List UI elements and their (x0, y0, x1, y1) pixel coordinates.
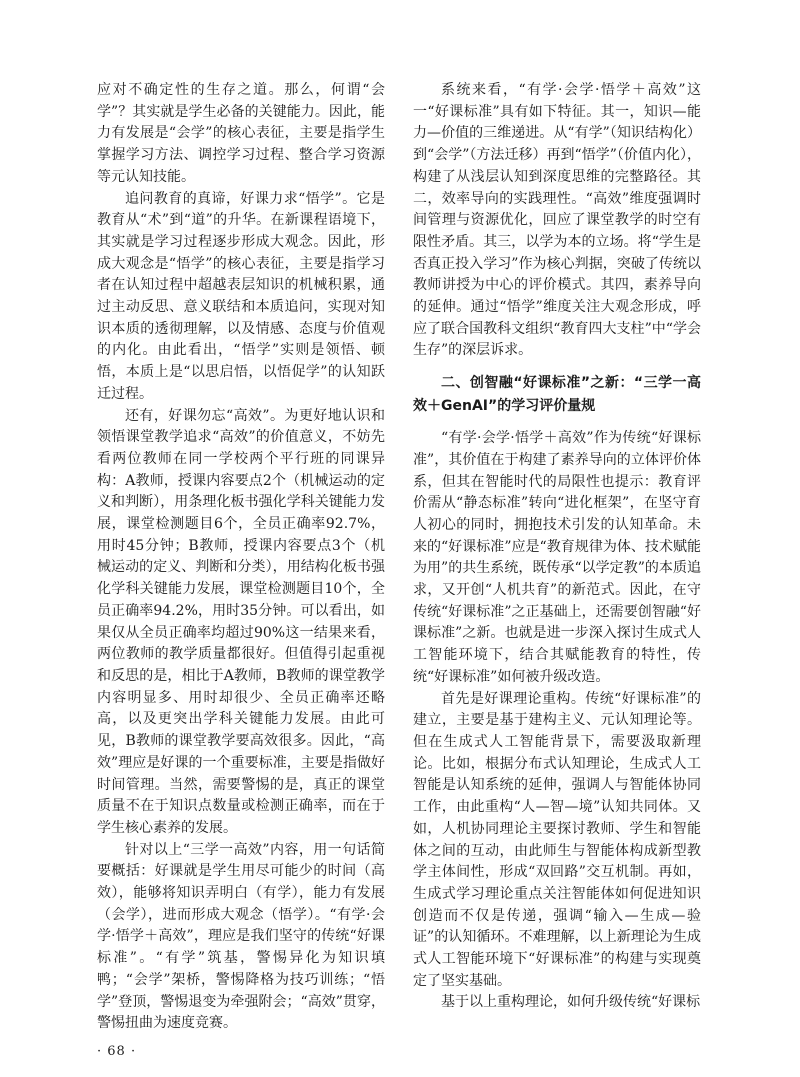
paragraph: 首先是好课理论重构。传统“好课标准”的建立，主要是基于建构主义、元认知理论等。但在生成式人工智能背景下，需要汲取新理论。比如，根据分布式认知理论，生成式人工智能是认知系统的延伸，强调人与智能体协同工作，由此重构“人—智—境”认知共同体。又如，人机协同理论主要探讨教师、学生和智能体之间的互动，由此师生与智能体构成新型教学主体间性，形成“双回路”交互机制。再如，生成式学习理论重点关注智能体如何促进知识创造而不仅是传递，强调“输入—生成—验证”的认知循环。不难理解，以上新理论为生成式人工智能环境下“好课标准”的构建与实现奠定了坚实基础。 (413, 690, 701, 989)
paragraph: “有学·会学·悟学＋高效”作为传统“好课标准”，其价值在于构建了素养导向的立体评价体系，但其在智能时代的局限性也提示：教育评价需从“静态标准”转向“进化框架”，在坚守育人初心的同时，拥抱技术引发的认知革命。未来的“好课标准”应是“教育规律为体、技术赋能为用”的共生系统，既传承“以学定教”的本质追求，又开创“人机共育”的新范式。因此，在守传统“好课标准”之正基础上，还需要创智融“好课标准”之新。也就是进一步深入探讨生成式人工智能环境下，结合其赋能教育的特性，传统“好课标准”如何被升级改造。 (413, 430, 701, 685)
paragraph: 还有，好课勿忘“高效”。为更好地认识和领悟课堂教学追求“高效”的价值意义，不妨先看两位教师在同一学校两个平行班的同课异构：A教师，授课内容要点2个（机械运动的定义和判断），用条理化板书强化学科关键能力发展，课堂检测题目6个，全员正确率92.7%，用时45分钟；B教师，授课内容要点3个（机械运动的定义、判断和分类），用结构化板书强化学科关键能力发展，课堂检测题目10个，全员正确率94.2%，用时35分钟。可以看出，如果仅从全员正确率均超过90%这一结果来看，两位教师的教学质量都很好。但值得引起重视和反思的是，相比于A教师，B教师的课堂教学内容明显多、用时却很少、全员正确率还略高，以及更突出学科关键能力发展。由此可见，B教师的课堂教学要高效很多。因此，“高效”理应是好课的一个重要标准，主要是指做好时间管理。当然，需要警惕的是，真正的课堂质量不在于知识点数量或检测正确率，而在于学生核心素养的发展。 (97, 407, 385, 836)
paragraph: 针对以上“三学一高效”内容，用一句话简要概括：好课就是学生用尽可能少的时间（高效），能够将知识弄明白（有学），能力有发展（会学），进而形成大观念（悟学）。“有学·会学·悟学＋高效”，理应是我们坚守的传统“好课标准”。“有学”筑基，警惕异化为知识填鸭；“会学”架桥，警惕降格为技巧训练；“悟学”登顶，警惕退变为牵强附会；“高效”贯穿，警惕扭曲为速度竞赛。 (97, 841, 385, 1032)
page-number: · 68 · (97, 1043, 137, 1059)
paragraph: 系统来看，“有学·会学·悟学＋高效”这一“好课标准”具有如下特征。其一，知识—能力—价值的三维递进。从“有学”（知识结构化）到“会学”（方法迁移）再到“悟学”（价值内化），构建了从浅层认知到深度思维的完整路径。其二，效率导向的实践理性。“高效”维度强调时间管理与资源优化，回应了课堂教学的时空有限性矛盾。其三，以学为本的立场。将“学生是否真正投入学习”作为核心判据，突破了传统以教师讲授为中心的评价模式。其四，素养导向的延伸。通过“悟学”维度关注大观念形成，呼应了联合国教科文组织“教育四大支柱”中“学会生存”的深层诉求。 (413, 82, 701, 359)
right-column (413, 80, 701, 1014)
paragraph: 追问教育的真谛，好课力求“悟学”。它是教育从“术”到“道”的升华。在新课程语境下，其实就是学习过程逐步形成大观念。因此，形成大观念是“悟学”的核心表征，主要是指学习者在认知过程中超越表层知识的机械积累，通过主动反思、意义联结和本质追问，实现对知识本质的透彻理解，以及情感、态度与价值观的内化。由此看出，“悟学”实则是领悟、顿悟，本质上是“以思启悟，以悟促学”的认知跃迁过程。 (97, 190, 385, 402)
section-heading: 二、创智融“好课标准”之新：“三学一高效＋GenAI”的学习评价量规 (413, 375, 701, 415)
paragraph: 应对不确定性的生存之道。那么，何谓“会学”？其实就是学生必备的关键能力。因此，能力有发展是“会学”的核心表征，主要是指学生掌握学习方法、调控学习过程、整合学习资源等元认知技能。 (97, 82, 385, 185)
left-column (97, 80, 385, 1061)
paragraph: 基于以上重构理论，如何升级传统“好课标 (441, 994, 701, 1011)
